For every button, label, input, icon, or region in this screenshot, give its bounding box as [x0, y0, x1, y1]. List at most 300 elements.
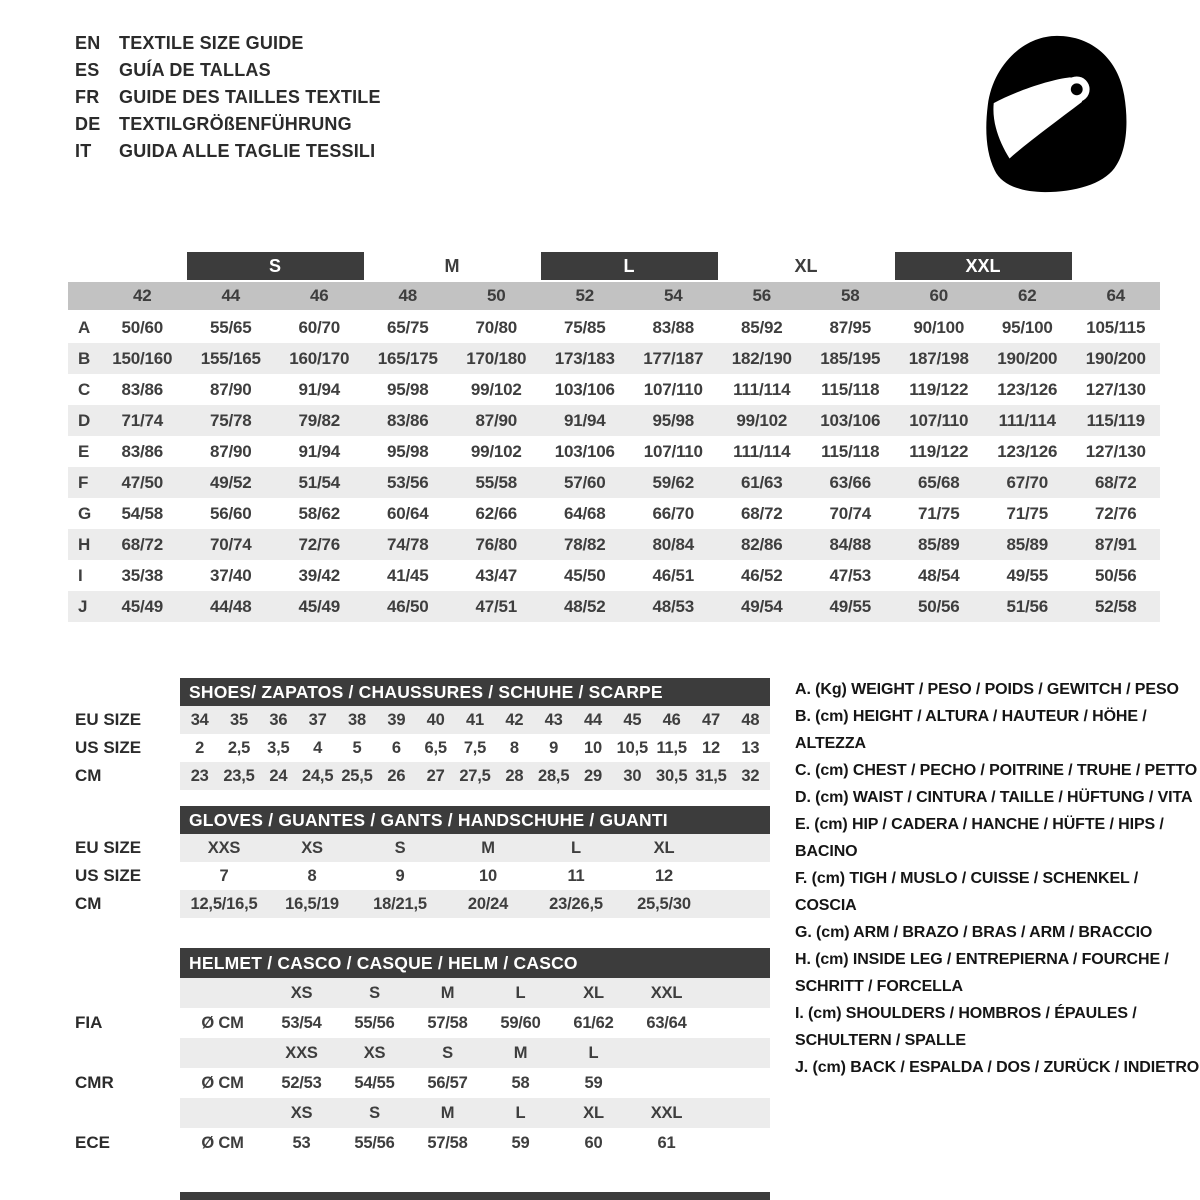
title-spacer: [75, 806, 180, 834]
helmet-side-labels: [75, 948, 180, 1158]
measure-value: 70/80: [475, 318, 518, 337]
measure-row: [68, 467, 1160, 498]
size-label: XXS: [285, 1044, 318, 1062]
measure-value: 127/130: [1085, 380, 1146, 399]
size-label: XL: [583, 1104, 604, 1122]
numeric-size: 62: [1017, 286, 1037, 305]
size-label: L: [515, 1104, 526, 1122]
measure-value: 55/58: [475, 473, 518, 492]
unit-label: Ø CM: [201, 1134, 244, 1152]
value-cell: 28: [505, 767, 524, 785]
shoes-table: [180, 678, 770, 790]
value-cell: M: [481, 839, 495, 857]
size-label: XS: [290, 1104, 313, 1122]
measure-value: 99/102: [736, 411, 788, 430]
row-label: I: [78, 566, 83, 585]
measure-value: 72/76: [1094, 504, 1137, 523]
value-cell: 29: [584, 767, 602, 785]
measure-value: 170/180: [466, 349, 527, 368]
table-row: [180, 706, 770, 734]
value-cell: 7,5: [463, 739, 487, 757]
size-label: M: [440, 1104, 455, 1122]
value-cell: 2: [195, 739, 205, 757]
value-cell: 11,5: [656, 739, 687, 757]
measure-rows: [68, 312, 1160, 622]
measure-value: 87/91: [1094, 535, 1137, 554]
value-cell: 48: [741, 711, 760, 729]
value-cell: XL: [653, 839, 675, 857]
measure-value: 95/98: [386, 380, 429, 399]
measure-value: 85/89: [1006, 535, 1049, 554]
measure-value: 61/63: [740, 473, 783, 492]
value-cell: 6: [391, 739, 401, 757]
value-cell: 59/60: [500, 1014, 541, 1032]
numeric-size: 42: [132, 286, 152, 305]
value-cell: 3,5: [267, 739, 290, 757]
helmet-value-row: [180, 1008, 770, 1038]
row-label-spacer: [68, 282, 98, 310]
measure-value: 70/74: [209, 535, 252, 554]
measure-value: 85/89: [917, 535, 960, 554]
legend-item: H. (cm) INSIDE LEG / ENTREPIERNA / FOURCHE / SCHRITT / FORCELLA: [795, 951, 1169, 995]
value-cell: 47: [702, 711, 720, 729]
value-cell: 45: [623, 711, 642, 729]
measure-value: 52/58: [1094, 597, 1137, 616]
legend-item: E. (cm) HIP / CADERA / HANCHE / HÜFTE / HIPS / BACINO: [795, 816, 1164, 860]
measure-value: 105/115: [1086, 318, 1146, 337]
measure-value: 55/65: [209, 318, 252, 337]
value-cell: 61: [657, 1134, 676, 1152]
helmet-size-row: [180, 1038, 770, 1068]
size-group-xl: XL: [794, 256, 818, 276]
value-cell: 55/56: [354, 1014, 395, 1032]
measure-value: 49/55: [829, 597, 872, 616]
unit-spacer: [180, 1038, 265, 1068]
measure-value: 48/53: [652, 597, 695, 616]
size-group-m: M: [444, 256, 460, 276]
measure-value: 115/119: [1086, 411, 1145, 430]
size-label: S: [369, 1104, 380, 1122]
size-group-l: L: [541, 252, 718, 280]
value-cell: 52/53: [281, 1074, 322, 1092]
measure-value: 49/54: [740, 597, 783, 616]
measure-value: 53/56: [386, 473, 429, 492]
legend-list: [795, 676, 1200, 1081]
value-cell: 35: [230, 711, 248, 729]
legend-item: D. (cm) WAIST / CINTURA / TAILLE / HÜFTUNG / VITA: [795, 789, 1193, 806]
standard-label: FIA: [75, 1013, 103, 1032]
cropped-next-section-bar: [180, 1192, 770, 1200]
value-cell: 42: [505, 711, 524, 729]
value-cell: 53/54: [281, 1014, 322, 1032]
measure-value: 65/75: [386, 318, 429, 337]
standard-label: ECE: [75, 1133, 110, 1152]
value-cell: 58: [511, 1074, 530, 1092]
measure-value: 54/58: [121, 504, 164, 523]
measure-value: 35/38: [121, 566, 164, 585]
value-cell: 9: [549, 739, 559, 757]
size-label: XL: [583, 984, 604, 1002]
measure-row: [68, 405, 1160, 436]
value-cell: 9: [395, 867, 405, 885]
legend-item: C. (cm) CHEST / PECHO / POITRINE / TRUHE / PETTO: [795, 762, 1198, 779]
unit-label: Ø CM: [201, 1074, 244, 1092]
table-row: [180, 890, 770, 918]
row-label: B: [78, 349, 91, 368]
measure-value: 76/80: [475, 535, 518, 554]
value-cell: 27: [426, 767, 445, 785]
measure-value: 46/52: [740, 566, 783, 585]
measure-value: 150/160: [112, 349, 173, 368]
measure-row: [68, 312, 1160, 343]
measure-value: 82/86: [740, 535, 783, 554]
measure-value: 60/64: [386, 504, 429, 523]
measure-value: 83/88: [652, 318, 695, 337]
gloves-side-labels: [75, 806, 180, 918]
language-row: [75, 30, 381, 57]
measure-value: 51/56: [1006, 597, 1049, 616]
measure-value: 119/122: [909, 380, 969, 399]
measure-value: 155/165: [200, 349, 261, 368]
language-title: GUIDA ALLE TAGLIE TESSILI: [119, 141, 376, 161]
value-cell: L: [571, 839, 581, 857]
value-cell: 25,5/30: [637, 895, 691, 913]
language-code: FR: [75, 87, 100, 107]
numeric-size: 54: [663, 286, 683, 305]
measure-value: 45/49: [121, 597, 164, 616]
unit-spacer: [180, 1098, 265, 1128]
value-cell: 12,5/16,5: [190, 895, 258, 913]
measure-value: 107/110: [643, 442, 703, 461]
value-cell: 60: [584, 1134, 603, 1152]
value-cell: 57/58: [427, 1134, 468, 1152]
measure-row: [68, 343, 1160, 374]
gloves-section: [75, 806, 770, 918]
helmet-section: [75, 948, 770, 1158]
helmet-size-row: [180, 978, 770, 1008]
measure-value: 64/68: [563, 504, 606, 523]
measure-value: 115/118: [821, 380, 880, 399]
language-row: [75, 138, 381, 165]
measure-value: 107/110: [643, 380, 703, 399]
value-cell: 63/64: [646, 1014, 687, 1032]
measure-row: [68, 436, 1160, 467]
measure-value: 80/84: [652, 535, 695, 554]
title-spacer: [75, 948, 180, 978]
racing-helmet-icon: [972, 30, 1138, 198]
numeric-size: 56: [752, 286, 771, 305]
value-cell: 59: [511, 1134, 530, 1152]
value-cell: 40: [426, 711, 445, 729]
language-row: [75, 84, 381, 111]
language-code: EN: [75, 33, 101, 53]
helmet-size-row: [180, 1098, 770, 1128]
value-cell: 4: [313, 739, 323, 757]
measure-value: 47/53: [829, 566, 872, 585]
value-cell: 53: [292, 1134, 311, 1152]
measure-value: 85/92: [740, 318, 783, 337]
measure-row: [68, 498, 1160, 529]
size-row-spacer: [75, 978, 180, 1008]
measure-value: 87/95: [829, 318, 872, 337]
measure-value: 91/94: [298, 442, 341, 461]
measure-value: 90/100: [913, 318, 965, 337]
size-group-s: S: [187, 252, 364, 280]
measure-value: 127/130: [1085, 442, 1146, 461]
language-code: ES: [75, 60, 100, 80]
size-label: M: [513, 1044, 528, 1062]
value-cell: 30: [623, 767, 642, 785]
value-cell: 28,5: [537, 767, 570, 785]
row-label: D: [78, 411, 91, 430]
gloves-title: GLOVES / GUANTES / GANTS / HANDSCHUHE / GUANTI: [180, 806, 770, 834]
measure-value: 119/122: [909, 442, 969, 461]
row-label: CM: [75, 894, 102, 913]
value-cell: 8: [307, 867, 317, 885]
value-cell: 11: [567, 867, 585, 885]
value-cell: 32: [741, 767, 760, 785]
measure-value: 79/82: [298, 411, 341, 430]
size-label: L: [588, 1044, 599, 1062]
measure-value: 107/110: [909, 411, 969, 430]
size-label: XS: [363, 1044, 386, 1062]
row-label: C: [78, 380, 91, 399]
language-code: DE: [75, 114, 101, 134]
measure-value: 190/200: [1085, 349, 1146, 368]
measure-value: 173/183: [554, 349, 615, 368]
value-cell: 57/58: [427, 1014, 468, 1032]
measure-value: 83/86: [121, 442, 164, 461]
value-cell: 30,5: [655, 767, 688, 785]
legend-item: F. (cm) TIGH / MUSLO / CUISSE / SCHENKEL / COSCIA: [795, 870, 1139, 914]
size-label: XXL: [650, 984, 683, 1002]
size-group-xxl: XXL: [895, 252, 1072, 280]
measure-value: 67/70: [1006, 473, 1049, 492]
measure-value: 71/75: [1006, 504, 1049, 523]
value-cell: 18/21,5: [373, 895, 427, 913]
measure-value: 187/198: [908, 349, 969, 368]
value-cell: XXS: [207, 839, 241, 857]
value-cell: XS: [301, 839, 323, 857]
measure-value: 47/51: [475, 597, 518, 616]
measure-value: 84/88: [829, 535, 872, 554]
measure-value: 111/114: [733, 442, 791, 461]
legend-item: G. (cm) ARM / BRAZO / BRAS / ARM / BRACCIO: [795, 924, 1153, 941]
measure-row: [68, 591, 1160, 622]
numeric-size: 44: [221, 286, 240, 305]
numeric-size: 52: [575, 286, 594, 305]
value-cell: 23/26,5: [549, 895, 603, 913]
size-label: M: [440, 984, 455, 1002]
value-cell: 59: [584, 1074, 603, 1092]
measure-value: 45/50: [563, 566, 606, 585]
measure-value: 59/62: [652, 473, 695, 492]
measure-value: 83/86: [121, 380, 164, 399]
value-cell: 2,5: [227, 739, 251, 757]
numeric-size: 46: [309, 286, 329, 305]
measure-value: 74/78: [386, 535, 429, 554]
measure-value: 111/114: [998, 411, 1056, 430]
measure-value: 46/51: [652, 566, 695, 585]
measure-row: [68, 560, 1160, 591]
language-row: [75, 57, 381, 84]
size-row-spacer: [75, 1098, 180, 1128]
language-title: GUÍA DE TALLAS: [119, 60, 271, 80]
measure-value: 190/200: [997, 349, 1058, 368]
language-title: TEXTILGRÖßENFÜHRUNG: [119, 114, 352, 134]
helmet-value-row: [180, 1128, 770, 1158]
measure-value: 115/118: [821, 442, 880, 461]
language-title-list: [75, 30, 381, 165]
measure-value: 68/72: [121, 535, 164, 554]
measure-value: 49/55: [1006, 566, 1049, 585]
title-spacer: [75, 678, 180, 706]
measure-value: 62/66: [475, 504, 518, 523]
row-label: A: [78, 318, 91, 337]
measure-value: 72/76: [298, 535, 341, 554]
helmet-title: HELMET / CASCO / CASQUE / HELM / CASCO: [180, 948, 770, 978]
value-cell: 38: [348, 711, 366, 729]
measure-value: 50/56: [1094, 566, 1137, 585]
value-cell: 43: [544, 711, 563, 729]
value-cell: 36: [269, 711, 288, 729]
measure-value: 185/195: [820, 349, 881, 368]
measure-value: 44/48: [209, 597, 252, 616]
measure-value: 123/126: [997, 380, 1058, 399]
row-label: H: [78, 535, 91, 554]
value-cell: 31,5: [695, 767, 727, 785]
value-cell: 44: [584, 711, 602, 729]
value-cell: 24,5: [301, 767, 334, 785]
measure-value: 87/90: [209, 442, 252, 461]
measure-value: 177/187: [643, 349, 704, 368]
measure-value: 75/85: [563, 318, 606, 337]
measure-value: 95/100: [1001, 318, 1053, 337]
value-cell: 12: [655, 867, 673, 885]
measure-value: 103/106: [554, 380, 615, 399]
measure-value: 111/114: [733, 380, 791, 399]
measure-value: 103/106: [554, 442, 615, 461]
measure-value: 63/66: [829, 473, 872, 492]
size-label: L: [515, 984, 526, 1002]
language-code: IT: [75, 141, 92, 161]
helmet-value-row: [180, 1068, 770, 1098]
value-cell: 23,5: [223, 767, 255, 785]
numeric-size: 48: [398, 286, 417, 305]
measure-value: 57/60: [563, 473, 606, 492]
main-size-table: [68, 252, 1160, 622]
measure-value: 91/94: [563, 411, 606, 430]
value-cell: 13: [741, 739, 760, 757]
row-label: G: [78, 504, 92, 523]
value-cell: 41: [466, 711, 484, 729]
measure-value: 70/74: [829, 504, 872, 523]
row-label: CM: [75, 766, 102, 785]
measure-value: 60/70: [298, 318, 341, 337]
row-label: E: [78, 442, 90, 461]
legend-item: A. (Kg) WEIGHT / PESO / POIDS / GEWITCH / PESO: [795, 681, 1179, 698]
measure-value: 87/90: [475, 411, 518, 430]
measure-value: 49/52: [209, 473, 252, 492]
value-cell: 5: [352, 739, 362, 757]
value-cell: 23: [190, 767, 209, 785]
measure-value: 66/70: [652, 504, 695, 523]
measure-value: 95/98: [386, 442, 429, 461]
legend-item: B. (cm) HEIGHT / ALTURA / HAUTEUR / HÖHE / ALTEZZA: [795, 708, 1147, 752]
value-cell: 20/24: [467, 895, 509, 913]
helmet-table: [180, 948, 770, 1158]
measure-value: 43/47: [475, 566, 518, 585]
language-title: GUIDE DES TAILLES TEXTILE: [119, 87, 381, 107]
value-cell: 10: [479, 867, 497, 885]
value-cell: 27,5: [459, 767, 491, 785]
row-label: EU SIZE: [75, 710, 142, 729]
measure-value: 71/74: [121, 411, 164, 430]
measure-value: 182/190: [731, 349, 792, 368]
shoes-side-labels: [75, 678, 180, 790]
value-cell: 55/56: [354, 1134, 395, 1152]
measure-value: 47/50: [121, 473, 164, 492]
size-label: XXL: [650, 1104, 683, 1122]
measure-row: [68, 374, 1160, 405]
measure-value: 99/102: [470, 380, 522, 399]
measure-value: 39/42: [298, 566, 341, 585]
value-cell: 7: [219, 867, 229, 885]
measure-value: 103/106: [820, 411, 881, 430]
size-label: XS: [290, 984, 313, 1002]
measure-value: 83/86: [386, 411, 429, 430]
language-row: [75, 111, 381, 138]
gloves-table: [180, 806, 770, 918]
measure-value: 41/45: [386, 566, 429, 585]
measure-value: 160/170: [289, 349, 350, 368]
measure-value: 48/52: [563, 597, 606, 616]
measure-row: [68, 529, 1160, 560]
value-cell: 56/57: [427, 1074, 468, 1092]
size-label: S: [442, 1044, 453, 1062]
row-label: US SIZE: [75, 866, 142, 885]
measure-value: 71/75: [917, 504, 960, 523]
numeric-size: 58: [840, 286, 860, 305]
row-label: EU SIZE: [75, 838, 142, 857]
measure-value: 50/56: [917, 597, 960, 616]
measure-value: 56/60: [209, 504, 252, 523]
standard-label: CMR: [75, 1073, 114, 1092]
table-row: [180, 762, 770, 790]
measure-value: 78/82: [563, 535, 606, 554]
unit-spacer: [180, 978, 265, 1008]
measure-value: 87/90: [209, 380, 252, 399]
table-row: [180, 862, 770, 890]
numeric-size: 60: [929, 286, 948, 305]
measure-value: 51/54: [298, 473, 341, 492]
measure-value: 46/50: [386, 597, 429, 616]
value-cell: 16,5/19: [285, 895, 339, 913]
measure-value: 68/72: [1094, 473, 1137, 492]
value-cell: S: [394, 839, 406, 857]
size-group-row: [68, 252, 1160, 280]
measure-value: 48/54: [917, 566, 960, 585]
value-cell: 8: [509, 739, 519, 757]
value-cell: 12: [702, 739, 720, 757]
table-row: [180, 734, 770, 762]
measure-value: 91/94: [298, 380, 341, 399]
numeric-size: 50: [486, 286, 506, 305]
value-cell: 37: [308, 711, 327, 729]
measure-value: 68/72: [740, 504, 783, 523]
value-cell: 39: [387, 711, 406, 729]
measure-value: 99/102: [470, 442, 522, 461]
